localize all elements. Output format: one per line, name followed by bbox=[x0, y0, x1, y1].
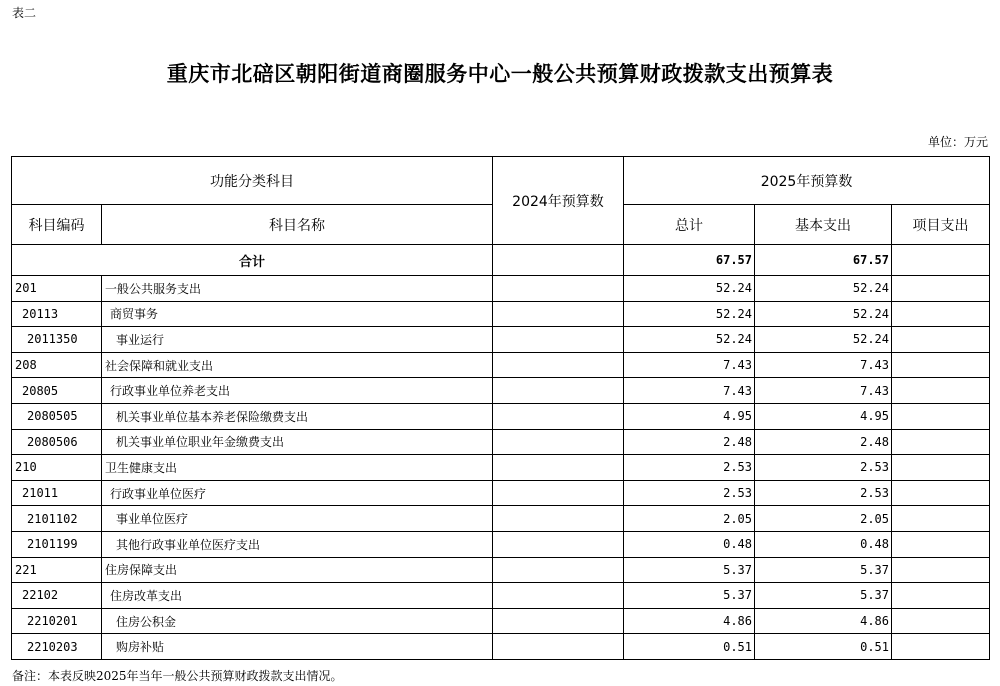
row-2024 bbox=[493, 634, 624, 660]
row-2024 bbox=[493, 557, 624, 583]
row-project bbox=[892, 608, 990, 634]
row-2024 bbox=[493, 429, 624, 455]
row-2024 bbox=[493, 506, 624, 532]
row-name: 一般公共服务支出 bbox=[102, 276, 493, 302]
table-row bbox=[12, 455, 990, 481]
summary-row bbox=[12, 245, 990, 276]
row-name: 卫生健康支出 bbox=[102, 455, 493, 481]
row-total: 5.37 bbox=[624, 583, 755, 609]
row-name: 住房公积金 bbox=[102, 608, 493, 634]
row-total: 7.43 bbox=[624, 378, 755, 404]
row-project bbox=[892, 378, 990, 404]
header-func-class: 功能分类科目 bbox=[12, 157, 493, 205]
row-project bbox=[892, 352, 990, 378]
row-project bbox=[892, 480, 990, 506]
row-code: 208 bbox=[12, 352, 102, 378]
row-basic: 0.51 bbox=[755, 634, 892, 660]
row-2024 bbox=[493, 378, 624, 404]
row-code: 221 bbox=[12, 557, 102, 583]
unit-label: 单位：万元 bbox=[927, 135, 988, 149]
row-total: 0.48 bbox=[624, 531, 755, 557]
table-row bbox=[12, 480, 990, 506]
row-name: 商贸事务 bbox=[102, 301, 493, 327]
table-row bbox=[12, 634, 990, 660]
row-name: 行政事业单位医疗 bbox=[102, 480, 493, 506]
header-budget-2025: 2025年预算数 bbox=[624, 157, 990, 205]
summary-basic: 67.57 bbox=[755, 245, 892, 276]
row-code: 20113 bbox=[12, 301, 102, 327]
row-basic: 4.86 bbox=[755, 608, 892, 634]
row-2024 bbox=[493, 327, 624, 353]
row-total: 7.43 bbox=[624, 352, 755, 378]
row-project bbox=[892, 429, 990, 455]
budget-table bbox=[11, 156, 990, 660]
row-basic: 2.05 bbox=[755, 506, 892, 532]
row-project bbox=[892, 301, 990, 327]
table-row bbox=[12, 276, 990, 302]
row-2024 bbox=[493, 480, 624, 506]
row-name: 社会保障和就业支出 bbox=[102, 352, 493, 378]
row-total: 2.53 bbox=[624, 480, 755, 506]
row-basic: 52.24 bbox=[755, 301, 892, 327]
header-budget-2024: 2024年预算数 bbox=[493, 157, 624, 245]
table-row bbox=[12, 608, 990, 634]
table-tag: 表二 bbox=[12, 6, 37, 20]
summary-total: 67.57 bbox=[624, 245, 755, 276]
row-total: 2.48 bbox=[624, 429, 755, 455]
summary-2024 bbox=[493, 245, 624, 276]
row-name: 行政事业单位养老支出 bbox=[102, 378, 493, 404]
row-basic: 2.53 bbox=[755, 480, 892, 506]
row-project bbox=[892, 634, 990, 660]
row-project bbox=[892, 506, 990, 532]
row-total: 52.24 bbox=[624, 301, 755, 327]
row-code: 2101199 bbox=[12, 531, 102, 557]
row-code: 2080505 bbox=[12, 403, 102, 429]
row-project bbox=[892, 455, 990, 481]
row-basic: 4.95 bbox=[755, 403, 892, 429]
row-project bbox=[892, 327, 990, 353]
table-row bbox=[12, 531, 990, 557]
row-2024 bbox=[493, 455, 624, 481]
row-basic: 2.48 bbox=[755, 429, 892, 455]
footnote: 备注：本表反映2025年当年一般公共预算财政拨款支出情况。 bbox=[12, 669, 343, 683]
row-name: 住房改革支出 bbox=[102, 583, 493, 609]
summary-label: 合计 bbox=[12, 245, 493, 276]
row-2024 bbox=[493, 276, 624, 302]
row-total: 52.24 bbox=[624, 327, 755, 353]
row-name: 住房保障支出 bbox=[102, 557, 493, 583]
row-code: 201 bbox=[12, 276, 102, 302]
row-2024 bbox=[493, 531, 624, 557]
row-project bbox=[892, 403, 990, 429]
table-row bbox=[12, 429, 990, 455]
row-project bbox=[892, 531, 990, 557]
row-2024 bbox=[493, 352, 624, 378]
table-row bbox=[12, 403, 990, 429]
row-code: 21011 bbox=[12, 480, 102, 506]
row-total: 5.37 bbox=[624, 557, 755, 583]
table-row bbox=[12, 352, 990, 378]
table-row bbox=[12, 301, 990, 327]
row-code: 2011350 bbox=[12, 327, 102, 353]
row-total: 0.51 bbox=[624, 634, 755, 660]
row-project bbox=[892, 583, 990, 609]
row-name: 其他行政事业单位医疗支出 bbox=[102, 531, 493, 557]
row-basic: 52.24 bbox=[755, 327, 892, 353]
row-basic: 52.24 bbox=[755, 276, 892, 302]
row-basic: 7.43 bbox=[755, 352, 892, 378]
row-name: 机关事业单位基本养老保险缴费支出 bbox=[102, 403, 493, 429]
row-basic: 5.37 bbox=[755, 583, 892, 609]
row-basic: 7.43 bbox=[755, 378, 892, 404]
header-code: 科目编码 bbox=[12, 205, 102, 245]
row-code: 2210201 bbox=[12, 608, 102, 634]
summary-project bbox=[892, 245, 990, 276]
row-name: 购房补贴 bbox=[102, 634, 493, 660]
table-row bbox=[12, 557, 990, 583]
row-basic: 2.53 bbox=[755, 455, 892, 481]
row-2024 bbox=[493, 583, 624, 609]
row-total: 4.95 bbox=[624, 403, 755, 429]
table-row bbox=[12, 327, 990, 353]
table-row bbox=[12, 378, 990, 404]
row-2024 bbox=[493, 608, 624, 634]
header-basic: 基本支出 bbox=[755, 205, 892, 245]
row-basic: 0.48 bbox=[755, 531, 892, 557]
row-2024 bbox=[493, 301, 624, 327]
row-name: 事业运行 bbox=[102, 327, 493, 353]
row-code: 2210203 bbox=[12, 634, 102, 660]
row-project bbox=[892, 557, 990, 583]
header-name: 科目名称 bbox=[102, 205, 493, 245]
row-total: 4.86 bbox=[624, 608, 755, 634]
page-title: 重庆市北碚区朝阳街道商圈服务中心一般公共预算财政拨款支出预算表 bbox=[166, 61, 834, 86]
row-code: 2101102 bbox=[12, 506, 102, 532]
row-code: 2080506 bbox=[12, 429, 102, 455]
row-basic: 5.37 bbox=[755, 557, 892, 583]
row-name: 事业单位医疗 bbox=[102, 506, 493, 532]
table-row bbox=[12, 583, 990, 609]
row-total: 2.05 bbox=[624, 506, 755, 532]
header-project: 项目支出 bbox=[892, 205, 990, 245]
row-2024 bbox=[493, 403, 624, 429]
row-total: 2.53 bbox=[624, 455, 755, 481]
row-code: 210 bbox=[12, 455, 102, 481]
row-code: 22102 bbox=[12, 583, 102, 609]
row-name: 机关事业单位职业年金缴费支出 bbox=[102, 429, 493, 455]
row-code: 20805 bbox=[12, 378, 102, 404]
table-row bbox=[12, 506, 990, 532]
header-total: 总计 bbox=[624, 205, 755, 245]
row-total: 52.24 bbox=[624, 276, 755, 302]
row-project bbox=[892, 276, 990, 302]
